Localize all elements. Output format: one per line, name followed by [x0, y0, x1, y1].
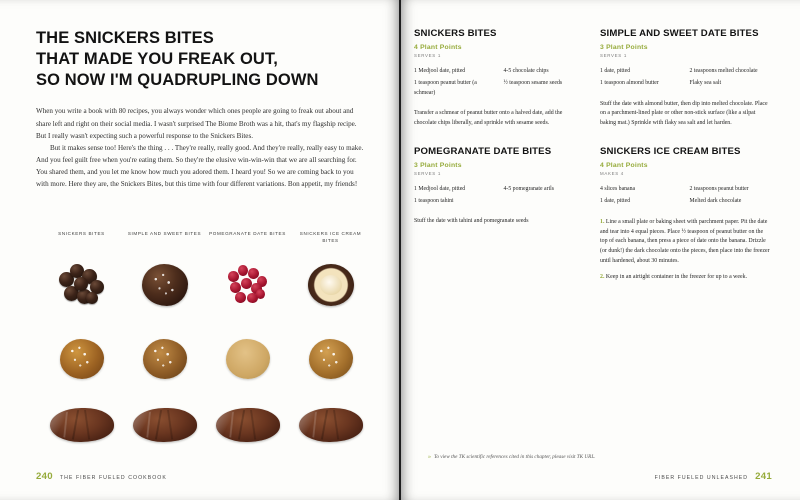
method-text — [600, 218, 770, 283]
ingredient-item: Melted dark chocolate — [689, 198, 742, 205]
recipe-title: SIMPLE AND SWEET DATE BITES — [600, 28, 759, 39]
method-text — [414, 109, 584, 129]
banana-chocolate-bite-icon — [308, 264, 354, 306]
ingredient-item: ½ teaspoon sesame seeds — [503, 80, 563, 87]
recipe-snickers-ice-cream-bites — [600, 146, 770, 282]
ingredient-item: 1 date, pitted — [600, 198, 631, 205]
headline-line-2: THAT MADE YOU FREAK OUT, — [36, 49, 278, 68]
recipe-title: SNICKERS ICE CREAM BITES — [600, 146, 741, 158]
recipe-column-right — [600, 28, 770, 300]
photo-row-nut-butters — [40, 325, 372, 393]
book-gutter — [399, 0, 401, 500]
recipe-simple-and-sweet-date-bites — [600, 28, 770, 129]
method-text — [414, 217, 584, 227]
method-step-2 — [600, 273, 770, 283]
left-page-number: 240 — [36, 471, 53, 482]
double-chevron-icon: » — [428, 454, 430, 461]
ingredient-item: 1 Medjool date, pitted — [414, 185, 466, 192]
method-step: Transfer a schmear of peanut butter onto a halved date, add the chocolate chips liberally, and sprinkle with sesame seeds. — [414, 110, 563, 126]
ingredients-column-1 — [414, 185, 495, 210]
photo-date-3 — [206, 399, 289, 451]
ingredient-item: 1 Medjool date, pitted — [414, 67, 466, 74]
serves-label: SERVES 1 — [414, 170, 441, 176]
photo-almond-butter — [123, 325, 206, 393]
pomegranate-arils-icon — [224, 263, 272, 307]
recipe-title: SNICKERS BITES — [414, 28, 497, 39]
photo-date-1 — [40, 399, 123, 451]
melted-chocolate-icon — [142, 264, 188, 306]
right-page-footer — [655, 471, 772, 482]
medjool-date-icon — [299, 408, 363, 442]
ingredients-list — [414, 185, 584, 210]
photo-peanut-butter-sesame — [40, 325, 123, 393]
medjool-date-icon — [216, 408, 280, 442]
plant-points-badge: 4 Plant Points — [414, 43, 462, 51]
step-text: Line a small plate or baking sheet with parchment paper. Pit the date and tear into 4 equal pieces. Place ½ teaspoon of peanut butter on the top of each banana, then press a piece of date onto the banana. Drizzle (or dunk!) the dark chocolate onto the pieces, then place into the freezer until hardened, about 30 minutes. — [600, 218, 770, 264]
photo-banana-chocolate-bite — [289, 251, 372, 319]
ingredient-item: 1 teaspoon peanut butter (a schmear) — [414, 80, 477, 96]
method-text — [600, 100, 770, 129]
ingredient-item: Flaky sea salt — [689, 80, 722, 87]
method-step: Stuff the date with almond butter, then dip into melted chocolate. Place on a parchment-lined plate or other non-stick surface (like a silpat baking mat.) Sprinkle with flaky sea salt and let harden. — [600, 100, 768, 127]
serves-label: SERVES 1 — [600, 52, 627, 58]
photo-pomegranate-arils — [206, 251, 289, 319]
ingredient-item: 4-5 chocolate chips — [503, 67, 549, 74]
left-page-text-block — [36, 28, 366, 191]
ingredient-item: 4 slices banana — [600, 185, 636, 192]
left-page-footer — [36, 471, 167, 482]
intro-paragraph-2: But it makes sense too! Here's the thing . . . They're really, really good. And they're really, really easy to make. And you feel guilt free when you're eating them. So they're the elusive win-win-win that we are all searching for. You shared them, and you let me know how much you adored them. I heard you! So we are coming back to you with more. Here they are, the Snickers Bites, but this time with four different variations. Bon appetit, my friends! — [36, 143, 364, 189]
recipe-snickers-bites — [414, 28, 584, 129]
headline-line-3: SO NOW I'M QUADRUPLING DOWN — [36, 70, 319, 89]
photo-row-toppings — [40, 251, 372, 319]
right-page-number: 241 — [755, 471, 772, 482]
photo-grid — [40, 230, 372, 451]
ingredients-column-2 — [504, 185, 585, 210]
photo-date-4 — [289, 399, 372, 451]
page-title — [36, 28, 366, 90]
recipe-pomegranate-date-bites — [414, 146, 584, 227]
ingredient-item: 1 date, pitted — [600, 67, 631, 74]
ingredient-item: 1 teaspoon almond butter — [600, 80, 659, 87]
peanut-butter-icon — [309, 339, 353, 379]
serves-label: SERVES 1 — [414, 52, 441, 58]
intro-text — [36, 105, 366, 190]
left-page-running-head: THE FIBER FUELED COOKBOOK — [59, 475, 167, 481]
ingredients-column-1 — [414, 67, 495, 101]
medjool-date-icon — [50, 408, 114, 442]
photo-caption-simple-and-sweet-bites: SIMPLE AND SWEET BITES — [127, 231, 202, 236]
ingredients-column-2 — [504, 67, 585, 101]
ingredients-list — [600, 67, 770, 92]
ingredient-item: 2 teaspoons melted chocolate — [689, 67, 758, 74]
peanut-butter-sesame-icon — [60, 339, 104, 379]
step-text: Keep in an airtight container in the freezer for up to a week. — [605, 273, 748, 280]
plant-points-badge: 3 Plant Points — [600, 43, 648, 51]
photo-row-dates — [40, 399, 372, 451]
photo-caption-snickers-bites: SNICKERS BITES — [58, 231, 105, 236]
photo-melted-chocolate — [123, 251, 206, 319]
ingredients-list — [600, 185, 770, 210]
medjool-date-icon — [133, 408, 197, 442]
plant-points-badge: 4 Plant Points — [600, 161, 648, 169]
method-step: Stuff the date with tahini and pomegranate seeds — [414, 218, 529, 225]
intro-paragraph-1: When you write a book with 80 recipes, you always wonder which ones people are going to freak out about and share left and right on their social media. I wasn't surprised The Biome Broth was a hit, that's my flagship recipe. But I really wasn't expecting such a powerful response to the Snickers Bites. — [36, 107, 357, 140]
ingredients-list — [414, 67, 584, 101]
right-page-running-head: FIBER FUELED UNLEASHED — [654, 475, 749, 481]
ingredients-column-2 — [690, 67, 771, 92]
chocolate-chips-icon — [57, 262, 107, 308]
plant-points-badge: 3 Plant Points — [414, 161, 462, 169]
tahini-icon — [226, 339, 270, 379]
photo-caption-pomegranate-date-bites: POMEGRANATE DATE BITES — [209, 231, 286, 236]
photo-peanut-butter — [289, 325, 372, 393]
ingredients-column-2 — [690, 185, 771, 210]
chapter-footnote — [428, 454, 784, 462]
photo-tahini — [206, 325, 289, 393]
ingredients-column-1 — [600, 67, 681, 92]
right-page — [400, 0, 800, 500]
recipes-container — [414, 28, 786, 300]
photo-date-2 — [123, 399, 206, 451]
headline-line-1: THE SNICKERS BITES — [36, 29, 214, 47]
ingredient-item: 1 teaspoon tahini — [414, 197, 454, 204]
almond-butter-icon — [143, 339, 187, 379]
photo-caption-snickers-ice-cream-bites: SNICKERS ICE CREAM BITES — [299, 231, 362, 244]
step-number: 2. — [600, 273, 605, 280]
ingredients-column-1 — [600, 185, 681, 210]
recipe-column-left — [414, 28, 584, 300]
ingredient-item: 4-5 pomegranate arils — [503, 185, 555, 192]
footnote-text: To view the TK scientific references cited in this chapter, please visit TK URL. — [434, 454, 596, 461]
photo-caption-row — [40, 230, 372, 245]
step-number: 1. — [600, 218, 605, 225]
ingredient-item: 2 teaspoons peanut butter — [689, 185, 749, 192]
photo-chocolate-chips — [40, 251, 123, 319]
recipe-title: POMEGRANATE DATE BITES — [414, 145, 552, 157]
serves-label: MAKES 4 — [600, 170, 624, 176]
method-step-1 — [600, 218, 770, 267]
